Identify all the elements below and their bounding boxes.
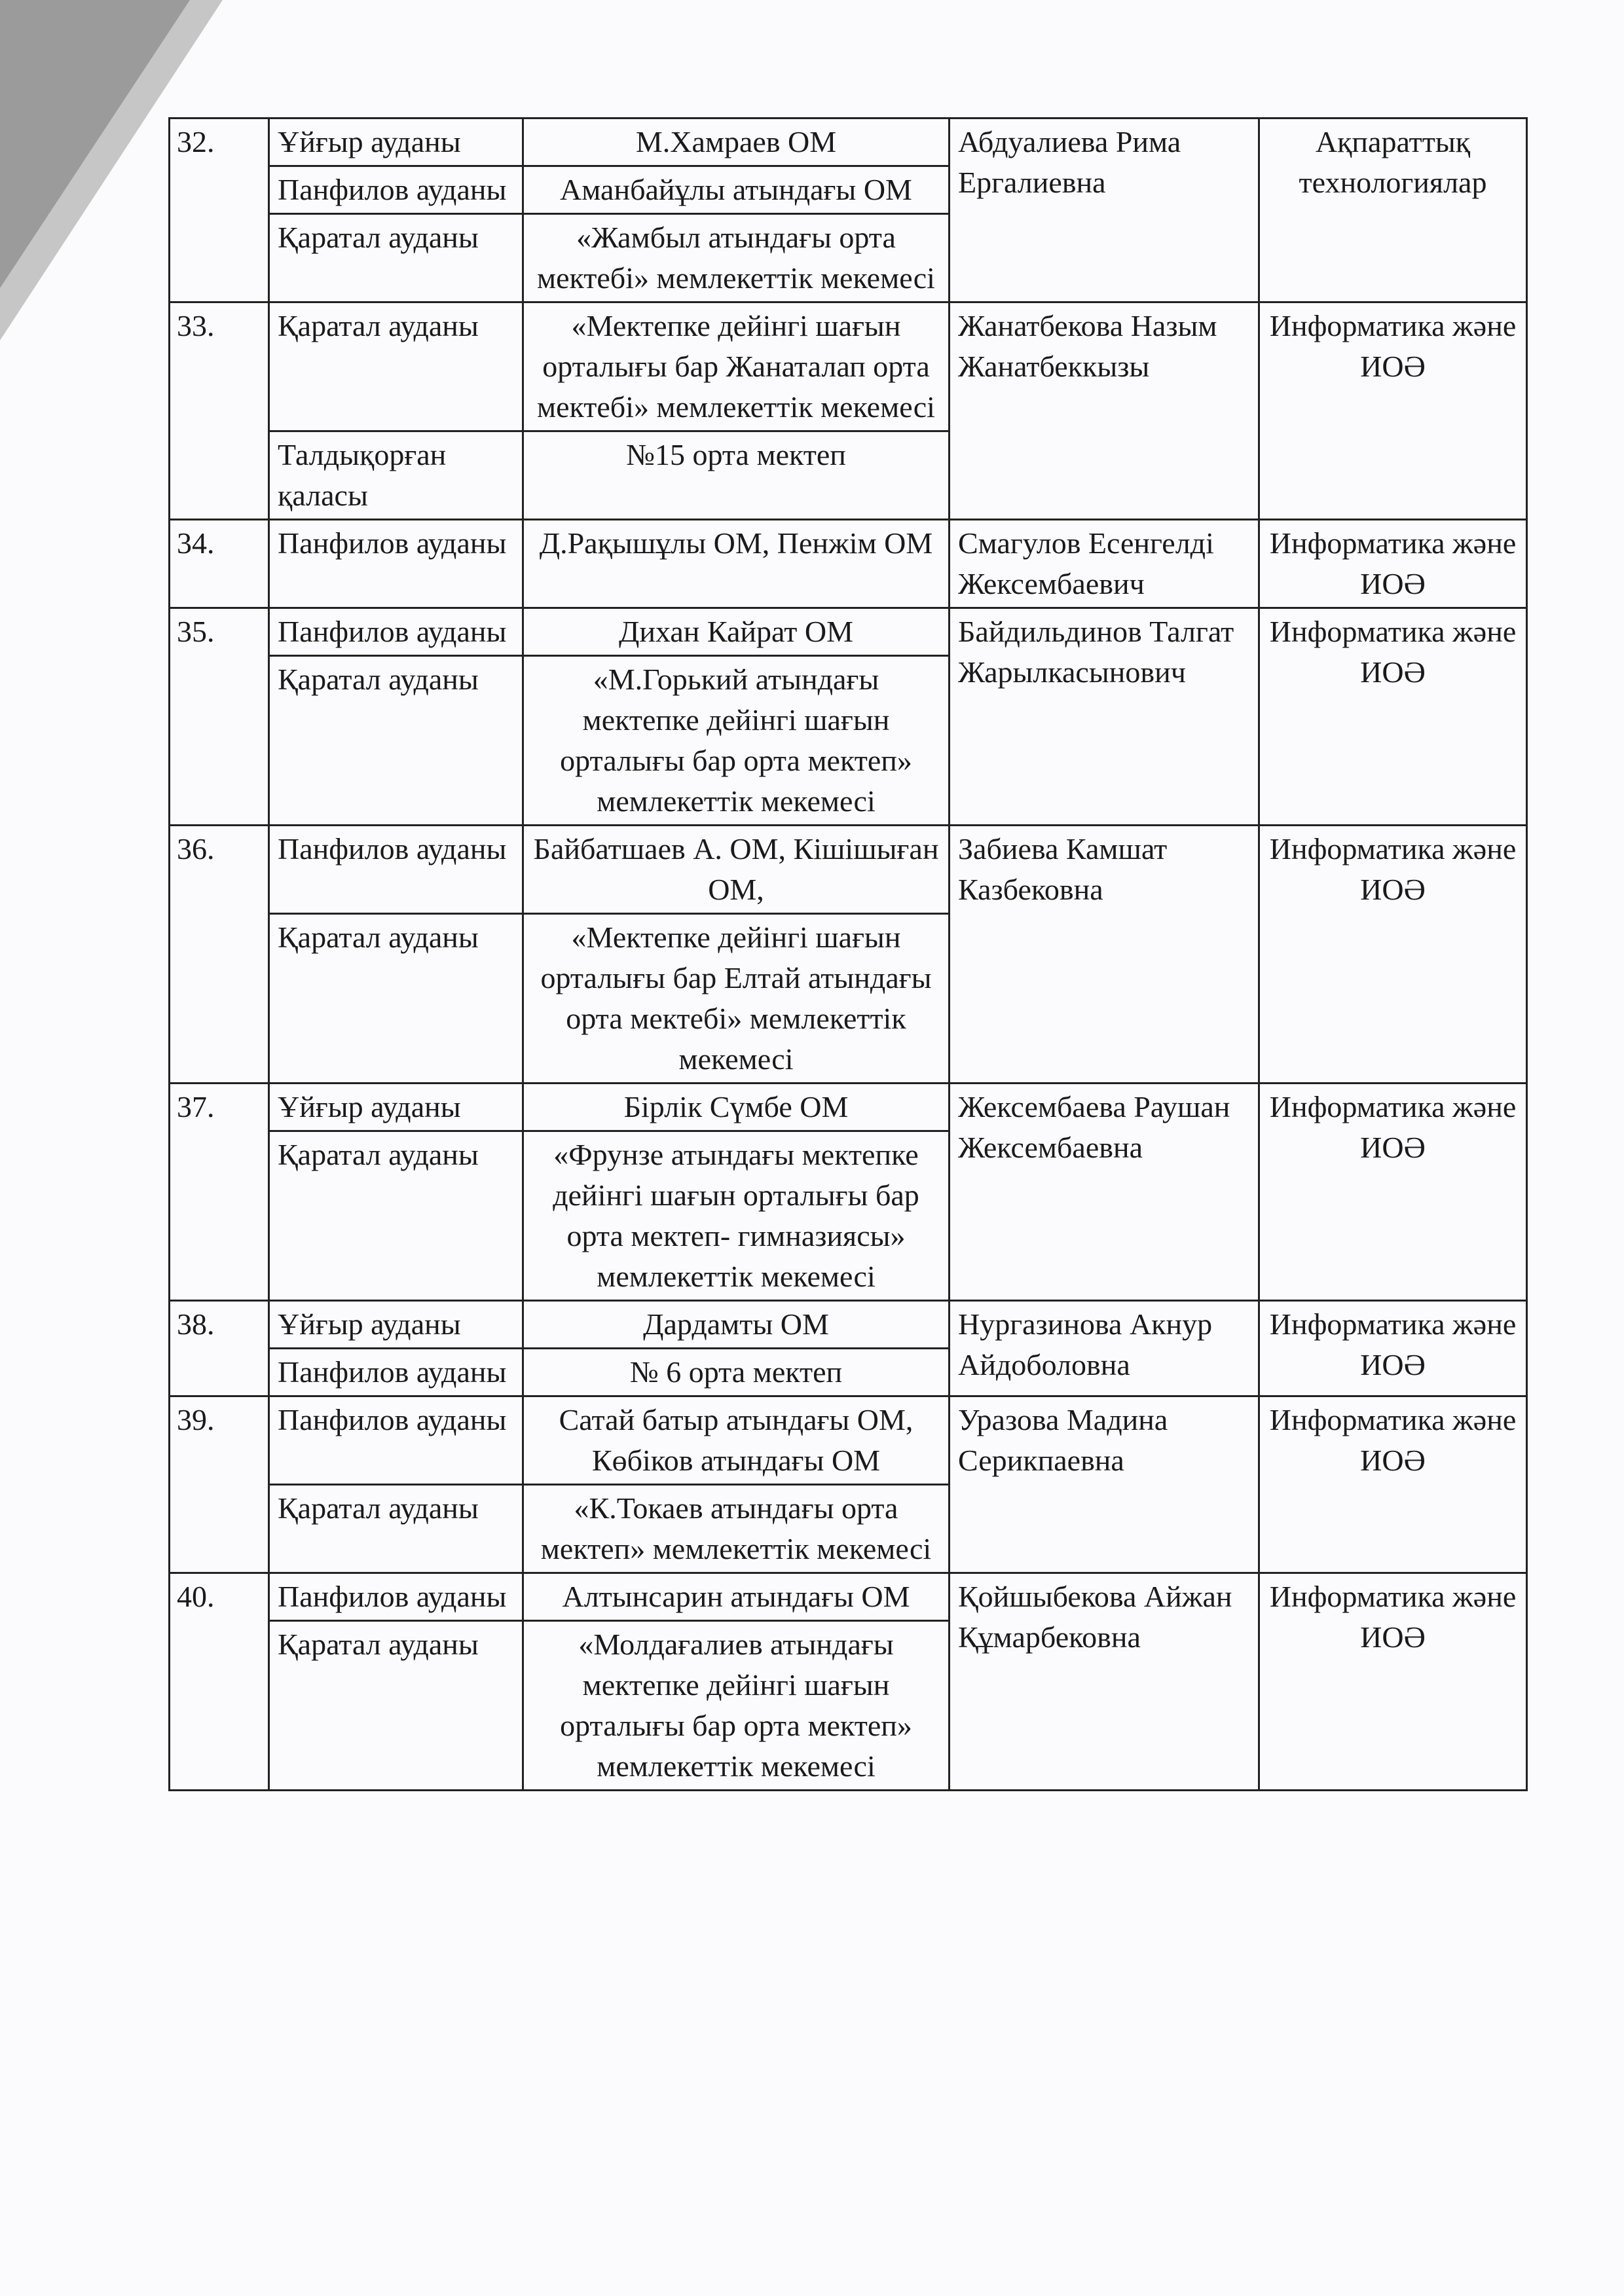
school-cell: Алтынсарин атындағы ОМ	[523, 1573, 950, 1621]
table-row	[170, 826, 1527, 914]
row-number: 40.	[170, 1573, 269, 1791]
row-number: 36.	[170, 826, 269, 1084]
teacher-name-cell: Абдуалиева Рима Ергалиевна	[950, 118, 1259, 302]
teacher-name-cell: Уразова Мадина Серикпаевна	[950, 1396, 1259, 1573]
school-cell: № 6 орта мектеп	[523, 1349, 950, 1396]
subject-cell: Информатика және ИОӘ	[1259, 826, 1527, 1084]
row-number: 39.	[170, 1396, 269, 1573]
row-number: 37.	[170, 1084, 269, 1301]
subject-cell: Информатика және ИОӘ	[1259, 1573, 1527, 1791]
school-cell: Байбатшаев А. ОМ, Кішішыған ОМ,	[523, 826, 950, 914]
teacher-name-cell: Забиева Камшат Казбековна	[950, 826, 1259, 1084]
table-row	[170, 302, 1527, 431]
district-cell: Панфилов ауданы	[269, 1573, 523, 1621]
district-cell: Ұйғыр ауданы	[269, 118, 523, 166]
district-cell: Панфилов ауданы	[269, 520, 523, 608]
subject-cell: Информатика және ИОӘ	[1259, 1084, 1527, 1301]
school-cell: Д.Рақышұлы ОМ, Пенжім ОМ	[523, 520, 950, 608]
district-cell: Панфилов ауданы	[269, 1349, 523, 1396]
district-cell: Панфилов ауданы	[269, 608, 523, 656]
table-row	[170, 1396, 1527, 1485]
teacher-name-cell: Қойшыбекова Айжан Құмарбековна	[950, 1573, 1259, 1791]
subject-cell: Информатика және ИОӘ	[1259, 608, 1527, 826]
district-cell: Ұйғыр ауданы	[269, 1301, 523, 1349]
row-number: 38.	[170, 1301, 269, 1396]
row-number: 32.	[170, 118, 269, 302]
table-row	[170, 118, 1527, 166]
district-cell: Панфилов ауданы	[269, 166, 523, 214]
row-number: 35.	[170, 608, 269, 826]
subject-cell: Информатика және ИОӘ	[1259, 302, 1527, 520]
schools-table	[168, 117, 1528, 1791]
teacher-name-cell: Нургазинова Акнур Айдоболовна	[950, 1301, 1259, 1396]
district-cell: Панфилов ауданы	[269, 826, 523, 914]
subject-cell: Информатика және ИОӘ	[1259, 520, 1527, 608]
table-row	[170, 1573, 1527, 1621]
subject-cell: Ақпараттық технологиялар	[1259, 118, 1527, 302]
school-cell: Дихан Кайрат ОМ	[523, 608, 950, 656]
table-row	[170, 608, 1527, 656]
table-row	[170, 520, 1527, 608]
school-cell: Аманбайұлы атындағы ОМ	[523, 166, 950, 214]
district-cell: Қаратал ауданы	[269, 1485, 523, 1573]
teacher-name-cell: Байдильдинов Талгат Жарылкасынович	[950, 608, 1259, 826]
school-cell: «К.Токаев атындағы орта мектеп» мемлекеттік мекемесі	[523, 1485, 950, 1573]
district-cell: Ұйғыр ауданы	[269, 1084, 523, 1131]
school-cell: Бірлік Сүмбе ОМ	[523, 1084, 950, 1131]
district-cell: Қаратал ауданы	[269, 302, 523, 431]
district-cell: Қаратал ауданы	[269, 656, 523, 826]
district-cell: Қаратал ауданы	[269, 214, 523, 302]
school-cell: «Жамбыл атындағы орта мектебі» мемлекеттік мекемесі	[523, 214, 950, 302]
school-cell: «М.Горький атындағы мектепке дейінгі шағын орталығы бар орта мектеп» мемлекеттік мекемесі	[523, 656, 950, 826]
school-cell: «Мектепке дейінгі шағын орталығы бар Жанаталап орта мектебі» мемлекеттік мекемесі	[523, 302, 950, 431]
subject-cell: Информатика және ИОӘ	[1259, 1396, 1527, 1573]
district-cell: Қаратал ауданы	[269, 1621, 523, 1791]
district-cell: Панфилов ауданы	[269, 1396, 523, 1485]
teacher-name-cell: Жанатбекова Назым Жанатбеккызы	[950, 302, 1259, 520]
row-number: 33.	[170, 302, 269, 520]
district-cell: Талдықорған қаласы	[269, 431, 523, 520]
school-cell: №15 орта мектеп	[523, 431, 950, 520]
school-cell: «Фрунзе атындағы мектепке дейінгі шағын орталығы бар орта мектеп- гимназиясы» мемлекеттік мекемесі	[523, 1131, 950, 1301]
table-body	[170, 118, 1527, 1791]
school-cell: Сатай батыр атындағы ОМ, Көбіков атындағы ОМ	[523, 1396, 950, 1485]
row-number: 34.	[170, 520, 269, 608]
district-cell: Қаратал ауданы	[269, 914, 523, 1084]
school-cell: «Молдағалиев атындағы мектепке дейінгі шағын орталығы бар орта мектеп» мемлекеттік мекемесі	[523, 1621, 950, 1791]
subject-cell: Информатика және ИОӘ	[1259, 1301, 1527, 1396]
scan-shadow-inner	[0, 0, 190, 288]
table-row	[170, 1301, 1527, 1349]
school-cell: М.Хамраев ОМ	[523, 118, 950, 166]
teacher-name-cell: Смагулов Есенгелді Жексембаевич	[950, 520, 1259, 608]
table-row	[170, 1084, 1527, 1131]
school-cell: «Мектепке дейінгі шағын орталығы бар Елтай атындағы орта мектебі» мемлекеттік мекемесі	[523, 914, 950, 1084]
teacher-name-cell: Жексембаева Раушан Жексембаевна	[950, 1084, 1259, 1301]
school-cell: Дардамты ОМ	[523, 1301, 950, 1349]
district-cell: Қаратал ауданы	[269, 1131, 523, 1301]
